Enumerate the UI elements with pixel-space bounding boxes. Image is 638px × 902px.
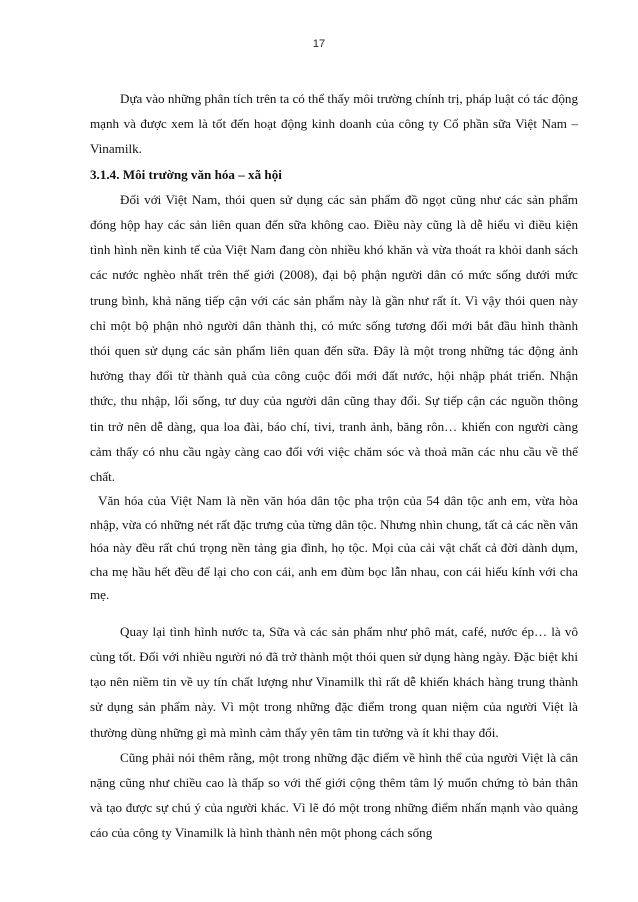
document-body: [90, 86, 578, 846]
paragraph-physique: Cũng phải nói thêm rằng, một trong những đặc điểm về hình thể của người Việt là cân nặng cũng như chiều cao là thấp so với thế giới cộng thêm tâm lý muốn chứng tỏ bản thân và tạo được sự chú ý của người khác. Vì lẽ đó một trong những điểm nhấn mạnh vào quảng cáo của công ty Vinamilk là hình thành nên một phong cách sống: [90, 749, 578, 841]
paragraph-habits: Đối với Việt Nam, thói quen sử dụng các sản phẩm đồ ngọt cũng như các sản phẩm đóng hộp hay các sản liên quan đến sữa không cao. Điều này cũng là dễ hiểu vì điều kiện tình hình nền kinh tế của Việt Nam đang còn nhiều khó khăn và vừa thoát ra khỏi danh sách các nước nghèo nhất trên thế giới (2008), đại bộ phận người dân có mức sống dưới mức trung bình, khả năng tiếp cận với các sản phẩm này là gần như rất ít. Vì vậy thói quen này chỉ một bộ phận nhỏ người dân thành thị, có mức sống tương đối mới bắt đầu hình thành thói quen sử dụng các sản phẩm liên quan đến sữa. Đây là một trong những tác động ảnh hưởng thay đổi từ thành quả của công cuộc đổi mới đất nước, hội nhập phát triển. Nhận thức, thu nhập, lối sống, tư duy của người dân cũng thay đổi. Sự tiếp cận các nguồn thông tin trở nên dễ dàng, qua loa đài, báo chí, tivi, tranh ảnh, băng rôn… khiến con người càng cảm thấy có nhu cầu ngày càng cao đối với việc chăm sóc và thoả mãn các nhu cầu về thể chất.: [90, 191, 578, 485]
paragraph-culture: Văn hóa của Việt Nam là nền văn hóa dân tộc pha trộn của 54 dân tộc anh em, vừa hòa nhập, vừa có những nét rất đặc trưng của từng dân tộc. Nhưng nhìn chung, tất cả các nền văn hóa này đều rất chú trọng nền tảng gia đình, họ tộc. Mọi của cải vật chất cả đời dành dụm, cha mẹ hầu hết đều để lại cho con cái, anh em đùm bọc lẫn nhau, con cái hiếu kính với cha mẹ.: [90, 493, 578, 603]
paragraph-intro: Dựa vào những phân tích trên ta có thể thấy môi trường chính trị, pháp luật có tác động mạnh và được xem là tốt đến hoạt động kinh doanh của công ty Cổ phần sữa Việt Nam – Vinamilk.: [90, 91, 578, 157]
paragraph-products: Quay lại tình hình nước ta, Sữa và các sản phẩm như phô mát, café, nước ép… là vô cùng tốt. Đối với nhiều người nó đã trở thành một thói quen sử dụng hàng ngày. Đặc biệt khi tạo nên niềm tin về uy tín chất lượng như Vinamilk thì rất dễ khiến khách hàng trung thành sử dụng sản phẩm này. Vì một trong những đặc điểm trong quan niệm của người Việt là thường dùng những gì mà mình cảm thấy yên tâm tin tưởng và ít khi thay đổi.: [90, 623, 578, 740]
page-number: 17: [312, 38, 326, 50]
section-heading: 3.1.4. Môi trường văn hóa – xã hội: [90, 166, 282, 182]
